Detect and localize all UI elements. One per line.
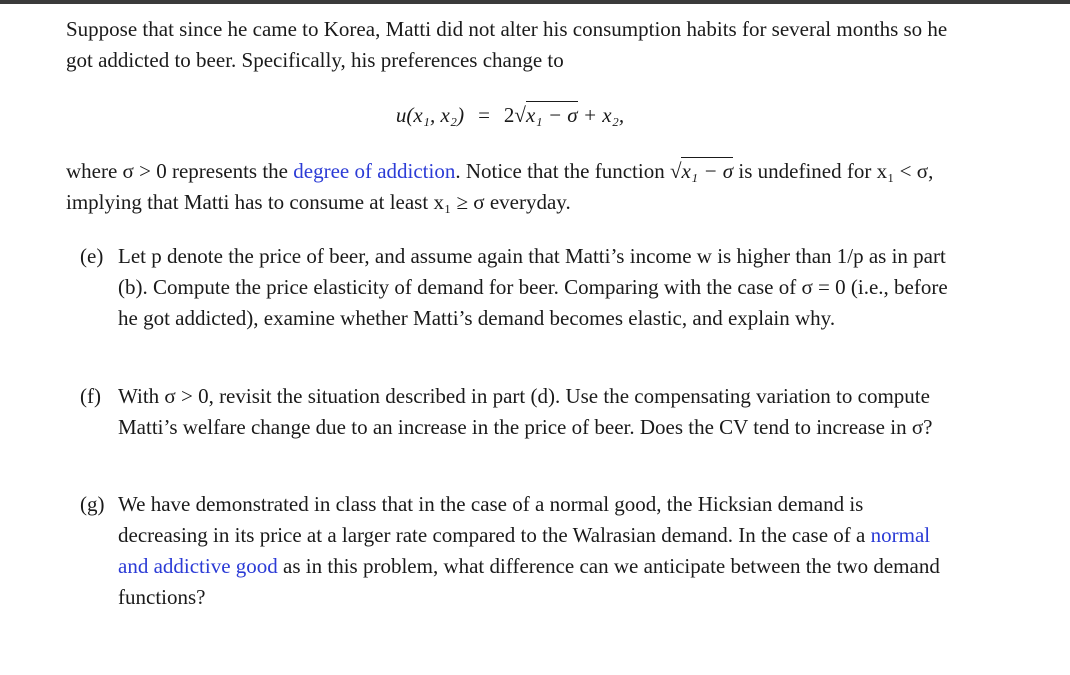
where-text-2: . Notice that the function — [455, 159, 670, 183]
question-f — [80, 381, 955, 443]
equation-radicand: x₁ − σ — [525, 103, 578, 127]
question-text: With σ > 0, revisit the situation described in part (d). Use the compensating variation to compute Matti’s welfare change due to an increase in the price of beer. Does the CV tend to increase in σ? — [118, 384, 933, 439]
equation-lhs: u(x₁, x₂) — [395, 103, 465, 127]
degree-of-addiction-link[interactable]: degree of addiction — [293, 159, 456, 183]
question-text-part: as in this problem, what difference can we anticipate between the two demand functions? — [118, 554, 940, 609]
question-label: (g) — [80, 492, 105, 516]
equation-coef: 2 — [503, 103, 515, 127]
question-e — [80, 241, 955, 334]
equation-tail: + x₂, — [577, 103, 625, 127]
where-paragraph — [66, 156, 956, 218]
question-text: Let p denote the price of beer, and assume again that Matti’s income w is higher than 1/p as in part (b). Compute the price elasticity of demand for beer. Comparing with the case of σ = 0 (i.e., before he got addicted), examine whether Matti’s demand becomes elastic, and explain why. — [118, 244, 948, 330]
question-text — [118, 489, 955, 613]
question-label: (e) — [80, 244, 104, 268]
question-g — [80, 489, 955, 613]
normal-addictive-good-link[interactable]: normal and addictive good — [118, 523, 931, 578]
intro-paragraph: Suppose that since he came to Korea, Matti did not alter his consumption habits for several months so he got addicted to beer. Specifically, his preferences change to — [66, 17, 948, 72]
utility-equation — [0, 100, 1020, 131]
where-text-1: where σ > 0 represents the — [66, 159, 294, 183]
sqrt-icon: √ — [669, 159, 682, 183]
where-text-3: is undefined for x₁ < σ, implying that Matti has to consume at least x₁ ≥ σ everyday. — [66, 159, 934, 214]
sqrt-icon: √ — [514, 103, 526, 127]
question-text-part: We have demonstrated in class that in the case of a normal good, the Hicksian demand is decreasing in its price at a larger rate compared to the Walrasian demand. In the case of a — [118, 492, 871, 547]
question-label: (f) — [80, 384, 101, 408]
equation-equals: = — [478, 103, 490, 127]
top-border — [0, 0, 1070, 4]
where-radicand: x₁ − σ — [681, 159, 734, 183]
